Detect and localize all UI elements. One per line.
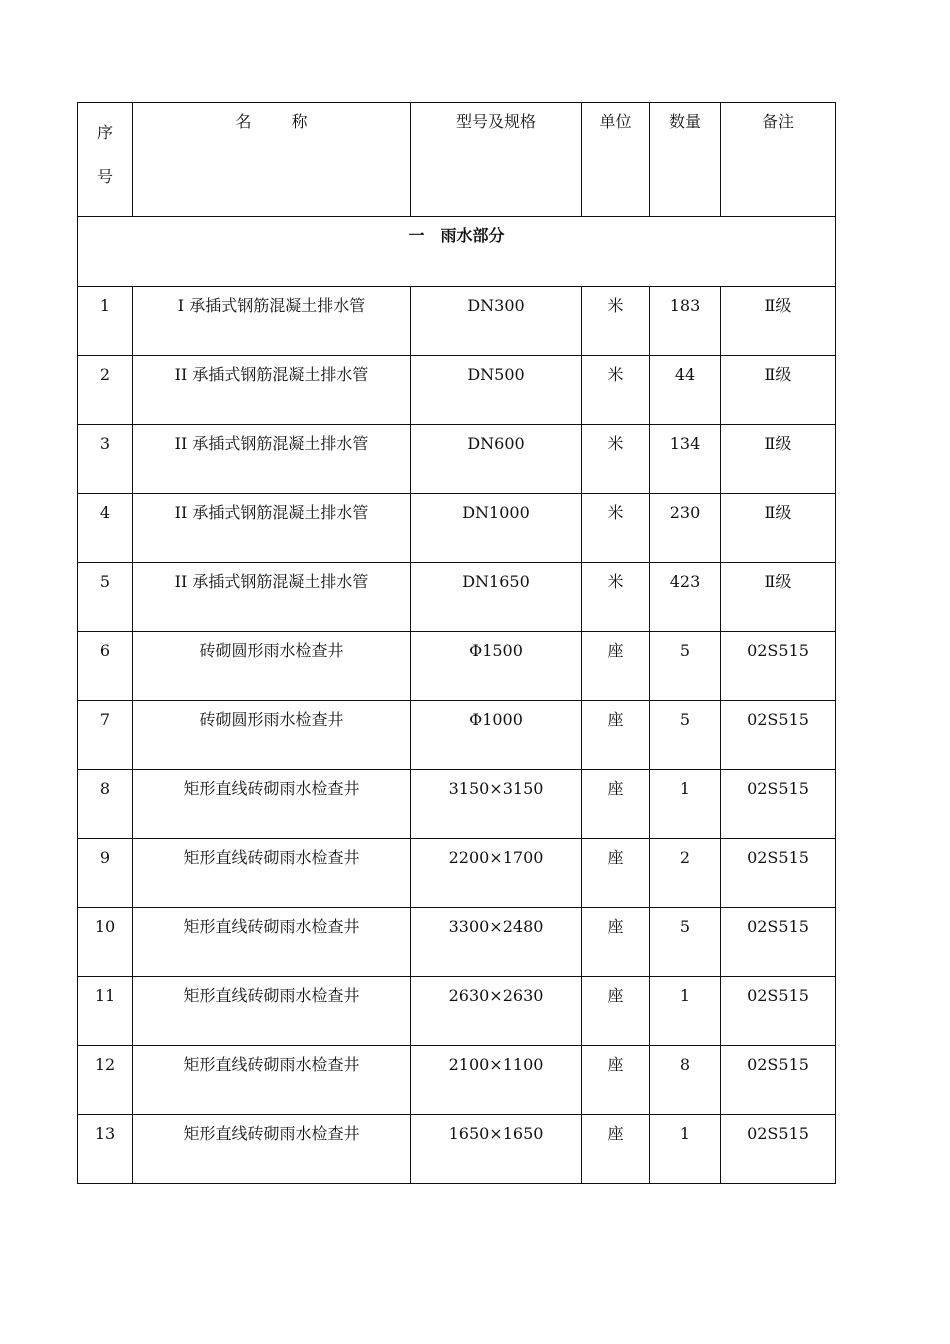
table-row — [78, 425, 836, 494]
cell-qty: 44 — [650, 356, 721, 425]
cell-no: 2 — [78, 356, 133, 425]
header-seq-line2: 号 — [96, 167, 113, 186]
cell-spec: Φ1500 — [411, 632, 582, 701]
cell-qty: 1 — [650, 1115, 721, 1184]
section-title: 一 雨水部分 — [78, 217, 836, 287]
cell-spec: DN1650 — [411, 563, 582, 632]
header-seq — [78, 103, 133, 217]
cell-qty: 183 — [650, 287, 721, 356]
cell-unit: 座 — [582, 701, 650, 770]
table-row — [78, 977, 836, 1046]
table-body — [78, 103, 836, 1184]
table-row — [78, 908, 836, 977]
cell-name: 矩形直线砖砌雨水检查井 — [133, 977, 411, 1046]
table-row — [78, 1046, 836, 1115]
cell-name: II 承插式钢筋混凝土排水管 — [133, 494, 411, 563]
cell-name: 砖砌圆形雨水检查井 — [133, 632, 411, 701]
cell-name: II 承插式钢筋混凝土排水管 — [133, 425, 411, 494]
header-name-part1: 名 — [235, 112, 252, 131]
cell-spec: 2100×1100 — [411, 1046, 582, 1115]
cell-name: II 承插式钢筋混凝土排水管 — [133, 563, 411, 632]
cell-name: 矩形直线砖砌雨水检查井 — [133, 1115, 411, 1184]
cell-spec: DN300 — [411, 287, 582, 356]
cell-unit: 座 — [582, 977, 650, 1046]
cell-name: 矩形直线砖砌雨水检查井 — [133, 908, 411, 977]
cell-unit: 座 — [582, 839, 650, 908]
cell-spec: 3150×3150 — [411, 770, 582, 839]
cell-unit: 米 — [582, 494, 650, 563]
cell-remark: 02S515 — [721, 839, 836, 908]
header-name — [133, 103, 411, 217]
cell-unit: 座 — [582, 770, 650, 839]
cell-remark: 02S515 — [721, 632, 836, 701]
cell-qty: 5 — [650, 908, 721, 977]
cell-name: 矩形直线砖砌雨水检查井 — [133, 770, 411, 839]
cell-remark: Ⅱ级 — [721, 563, 836, 632]
cell-qty: 8 — [650, 1046, 721, 1115]
table-row — [78, 632, 836, 701]
cell-no: 7 — [78, 701, 133, 770]
cell-remark: Ⅱ级 — [721, 425, 836, 494]
cell-unit: 座 — [582, 1046, 650, 1115]
cell-no: 3 — [78, 425, 133, 494]
cell-remark: 02S515 — [721, 1115, 836, 1184]
header-spec: 型号及规格 — [411, 103, 582, 217]
cell-remark: Ⅱ级 — [721, 356, 836, 425]
cell-spec: DN1000 — [411, 494, 582, 563]
cell-remark: Ⅱ级 — [721, 287, 836, 356]
cell-qty: 1 — [650, 977, 721, 1046]
table-row — [78, 287, 836, 356]
table-row — [78, 563, 836, 632]
cell-remark: 02S515 — [721, 1046, 836, 1115]
cell-qty: 5 — [650, 632, 721, 701]
cell-no: 6 — [78, 632, 133, 701]
cell-unit: 座 — [582, 1115, 650, 1184]
cell-no: 9 — [78, 839, 133, 908]
cell-name: I 承插式钢筋混凝土排水管 — [133, 287, 411, 356]
cell-remark: 02S515 — [721, 977, 836, 1046]
cell-qty: 2 — [650, 839, 721, 908]
cell-spec: 1650×1650 — [411, 1115, 582, 1184]
cell-spec: DN600 — [411, 425, 582, 494]
header-name-part2: 称 — [291, 112, 308, 131]
cell-remark: 02S515 — [721, 770, 836, 839]
cell-remark: Ⅱ级 — [721, 494, 836, 563]
cell-no: 12 — [78, 1046, 133, 1115]
header-qty: 数量 — [650, 103, 721, 217]
header-seq-line1: 序 — [96, 123, 113, 142]
header-remark: 备注 — [721, 103, 836, 217]
cell-remark: 02S515 — [721, 908, 836, 977]
cell-unit: 米 — [582, 563, 650, 632]
table-row — [78, 494, 836, 563]
table-row — [78, 701, 836, 770]
cell-no: 13 — [78, 1115, 133, 1184]
cell-unit: 座 — [582, 908, 650, 977]
cell-spec: 3300×2480 — [411, 908, 582, 977]
table-row — [78, 839, 836, 908]
header-unit: 单位 — [582, 103, 650, 217]
cell-qty: 1 — [650, 770, 721, 839]
materials-table — [77, 102, 836, 1184]
table-row — [78, 356, 836, 425]
cell-qty: 134 — [650, 425, 721, 494]
cell-spec: 2630×2630 — [411, 977, 582, 1046]
cell-remark: 02S515 — [721, 701, 836, 770]
cell-unit: 米 — [582, 356, 650, 425]
section-row — [78, 217, 836, 287]
cell-spec: 2200×1700 — [411, 839, 582, 908]
header-row — [78, 103, 836, 217]
table-row — [78, 1115, 836, 1184]
cell-unit: 座 — [582, 632, 650, 701]
cell-no: 11 — [78, 977, 133, 1046]
cell-qty: 5 — [650, 701, 721, 770]
cell-qty: 423 — [650, 563, 721, 632]
cell-name: II 承插式钢筋混凝土排水管 — [133, 356, 411, 425]
cell-name: 矩形直线砖砌雨水检查井 — [133, 1046, 411, 1115]
table-row — [78, 770, 836, 839]
cell-no: 8 — [78, 770, 133, 839]
cell-name: 矩形直线砖砌雨水检查井 — [133, 839, 411, 908]
cell-qty: 230 — [650, 494, 721, 563]
cell-spec: DN500 — [411, 356, 582, 425]
cell-no: 10 — [78, 908, 133, 977]
cell-spec: Φ1000 — [411, 701, 582, 770]
cell-no: 4 — [78, 494, 133, 563]
cell-unit: 米 — [582, 425, 650, 494]
cell-unit: 米 — [582, 287, 650, 356]
cell-name: 砖砌圆形雨水检查井 — [133, 701, 411, 770]
cell-no: 1 — [78, 287, 133, 356]
cell-no: 5 — [78, 563, 133, 632]
